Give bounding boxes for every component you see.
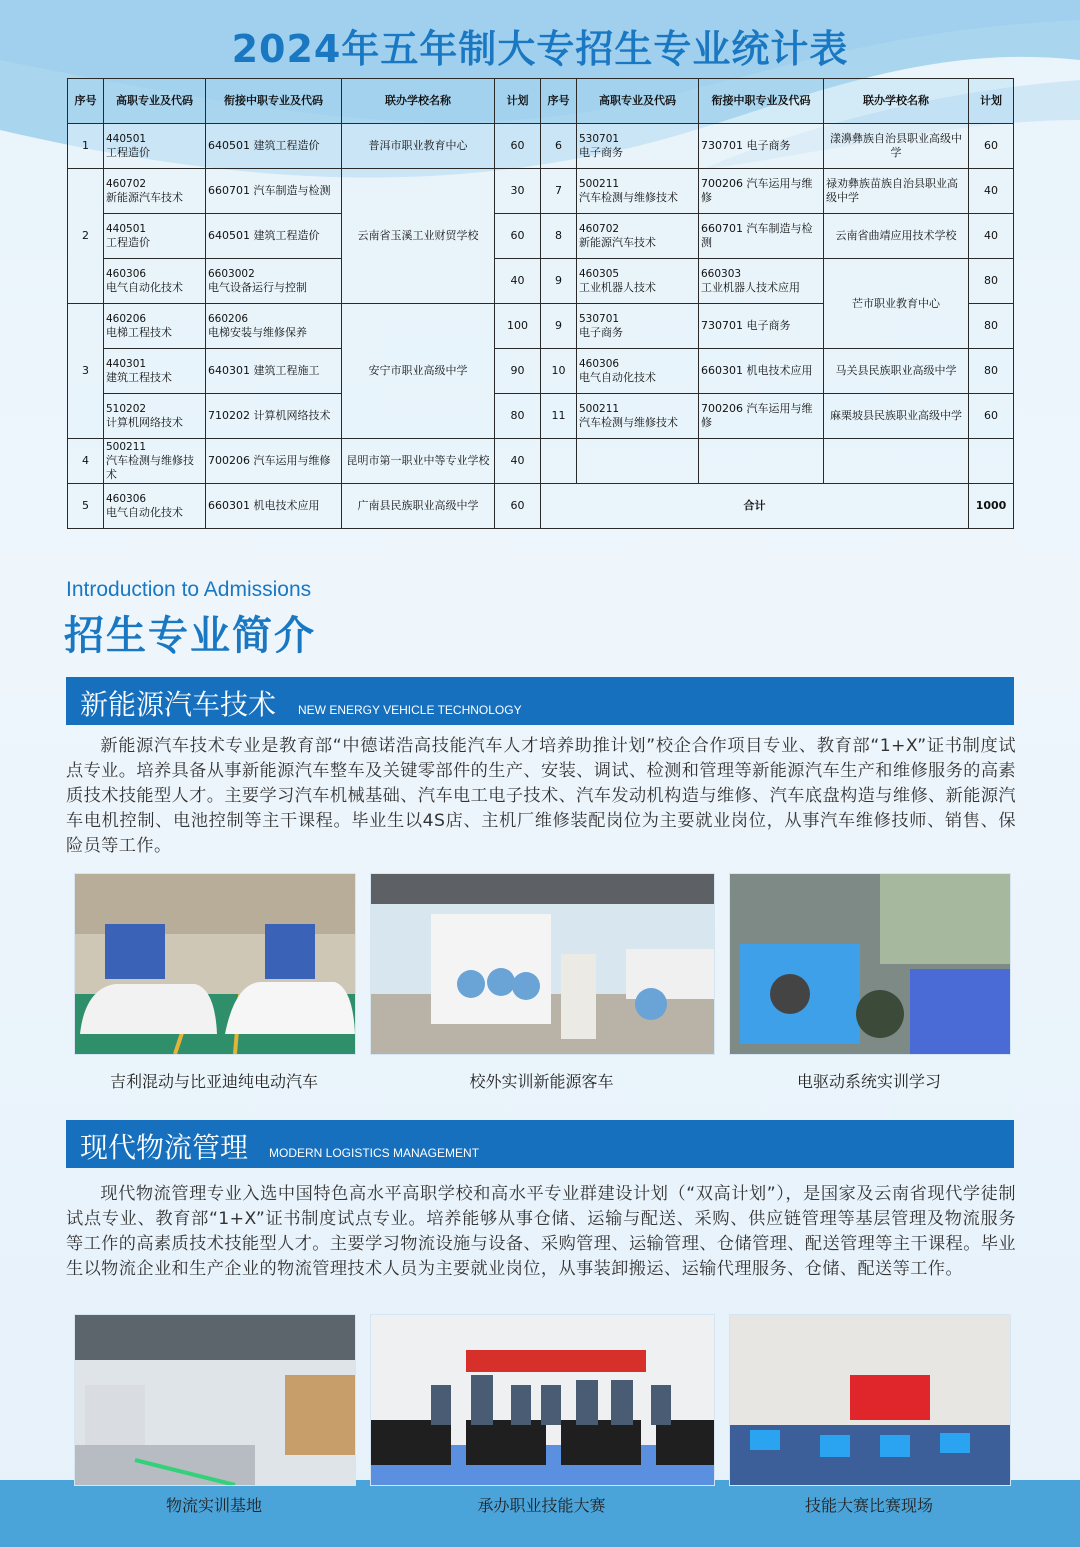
warehouse-photo [74, 1314, 356, 1486]
plan-cell: 30 [495, 169, 541, 214]
bus-photo [370, 873, 715, 1055]
zz-major-cell [699, 259, 824, 304]
empty-cell [541, 439, 577, 484]
seq-cell: 3 [68, 304, 104, 439]
total-value: 1000 [969, 484, 1014, 529]
gz-code: 460306 [106, 493, 147, 505]
photo-caption: 技能大赛比赛现场 [804, 1496, 933, 1515]
plan-cell: 80 [969, 304, 1014, 349]
plan-cell: 60 [495, 214, 541, 259]
plan-cell: 60 [969, 394, 1014, 439]
table-row [68, 484, 1014, 529]
school-cell: 普洱市职业教育中心 [342, 124, 495, 169]
gz-code: 440501 [106, 133, 147, 145]
gz-major-cell [577, 394, 699, 439]
empty-cell [577, 439, 699, 484]
header-gz-major: 高职专业及代码 [104, 79, 206, 124]
gz-major-cell [104, 304, 206, 349]
table-row [68, 214, 1014, 259]
zz-code: 6603002 [208, 268, 255, 280]
gz-code: 460305 [579, 268, 620, 280]
zz-major-cell: 710202 计算机网络技术 [206, 394, 342, 439]
plan-cell: 40 [495, 439, 541, 484]
empty-cell [699, 439, 824, 484]
plan-cell: 60 [495, 484, 541, 529]
header-seq: 序号 [541, 79, 577, 124]
seq-cell: 2 [68, 169, 104, 304]
empty-cell [824, 439, 969, 484]
photo-caption: 物流实训基地 [165, 1496, 262, 1515]
section-description: 新能源汽车技术专业是教育部“中德诺浩高技能汽车人才培养助推计划”校企合作项目专业、教育部“1+X”证书制度试点专业。培养具备从事新能源汽车整车及关键零部件的生产、安装、调试、检测和管理等新能源汽车生产和维修服务的高素质技术技能型人才。主要学习汽车机械基础、汽车电工电子技术、汽车发动机构造与维修、汽车底盘构造与维修、新能源汽车电机控制、电池控制等主干课程。毕业生以4S店、主机厂维修装配岗位为主要就业岗位，从事汽车维修技师、销售、保险员等工作。 [66, 736, 1016, 856]
gz-major-cell [104, 484, 206, 529]
zz-major-cell: 700206 汽车运用与维修 [699, 394, 824, 439]
gz-code: 460702 [579, 223, 620, 235]
section-title-en: NEW ENERGY VEHICLE TECHNOLOGY [298, 703, 522, 717]
zz-code: 660303 [701, 268, 742, 280]
seq-cell: 1 [68, 124, 104, 169]
school-cell: 云南省曲靖应用技术学校 [824, 214, 969, 259]
table-row [68, 259, 1014, 304]
empty-cell [969, 439, 1014, 484]
table-row [68, 349, 1014, 394]
zz-major-cell: 640501 建筑工程造价 [206, 214, 342, 259]
photo-caption: 吉利混动与比亚迪纯电动汽车 [109, 1072, 318, 1091]
section-title-cn: 现代物流管理 [80, 1131, 249, 1164]
section-title-en: MODERN LOGISTICS MANAGEMENT [269, 1146, 480, 1160]
car-photo [74, 873, 356, 1055]
seq-cell: 11 [541, 394, 577, 439]
seq-cell: 6 [541, 124, 577, 169]
photo-caption: 电驱动系统实训学习 [796, 1072, 941, 1091]
plan-cell: 40 [969, 214, 1014, 259]
gz-code: 440501 [106, 223, 147, 235]
gz-name: 新能源汽车技术 [106, 191, 183, 204]
school-cell: 芒市职业教育中心 [824, 259, 969, 349]
zz-major-cell: 660301 机电技术应用 [206, 484, 342, 529]
header-plan: 计划 [969, 79, 1014, 124]
section-title-cn: 新能源汽车技术 [80, 688, 277, 721]
gz-name: 工程造价 [106, 236, 150, 249]
plan-cell: 40 [969, 169, 1014, 214]
zz-name: 电梯安装与维修保养 [208, 326, 307, 339]
enrollment-table [67, 78, 1014, 529]
gz-code: 500211 [106, 441, 147, 453]
school-cell: 漾濞彝族自治县职业高级中学 [824, 124, 969, 169]
section-description: 现代物流管理专业入选中国特色高水平高职学校和高水平专业群建设计划（“双高计划”），是国家及云南省现代学徒制试点专业、教育部“1+X”证书制度试点专业。培养能够从事仓储、运输与配送、采购、供应链管理等基层管理及物流服务等工作的高素质技术技能型人才。主要学习物流设施与设备、采购管理、运输管理、仓储管理、配送管理等主干课程。毕业生以物流企业和生产企业的物流管理技术人员为主要就业岗位，从事装卸搬运、运输代理服务、仓储、配送等工作。 [66, 1184, 1016, 1279]
gz-name: 电梯工程技术 [106, 326, 172, 339]
zz-major-cell: 700206 汽车运用与维修 [699, 169, 824, 214]
gz-name: 工程造价 [106, 146, 150, 159]
gz-code: 510202 [106, 403, 147, 415]
table-row [68, 394, 1014, 439]
zz-major-cell: 640501 建筑工程造价 [206, 124, 342, 169]
gz-name: 汽车检测与维修技术 [579, 191, 678, 204]
gz-code: 460206 [106, 313, 147, 325]
gz-name: 计算机网络技术 [106, 416, 183, 429]
gz-code: 500211 [579, 403, 620, 415]
header-seq: 序号 [68, 79, 104, 124]
table-row [68, 439, 1014, 484]
gz-code: 440301 [106, 358, 147, 370]
intro-chinese-heading: 招生专业简介 [64, 613, 316, 659]
zz-name: 工业机器人技术应用 [701, 281, 800, 294]
gz-name: 新能源汽车技术 [579, 236, 656, 249]
table-row [68, 124, 1014, 169]
gz-major-cell [104, 259, 206, 304]
gz-code: 530701 [579, 313, 620, 325]
gz-code: 460306 [579, 358, 620, 370]
zz-major-cell: 730701 电子商务 [699, 304, 824, 349]
plan-cell: 90 [495, 349, 541, 394]
gz-name: 电子商务 [579, 326, 623, 339]
intro-english-heading: Introduction to Admissions [66, 578, 312, 601]
gz-major-cell [104, 169, 206, 214]
zz-major-cell: 660701 汽车制造与检测 [699, 214, 824, 259]
gz-major-cell [577, 259, 699, 304]
zz-major-cell [206, 304, 342, 349]
gz-major-cell [104, 349, 206, 394]
gz-name: 工业机器人技术 [579, 281, 656, 294]
plan-cell: 100 [495, 304, 541, 349]
zz-code: 660206 [208, 313, 249, 325]
school-cell: 麻栗坡县民族职业高级中学 [824, 394, 969, 439]
school-cell: 云南省玉溪工业财贸学校 [342, 169, 495, 304]
plan-cell: 80 [969, 349, 1014, 394]
zz-major-cell: 700206 汽车运用与维修 [206, 439, 342, 484]
gz-major-cell [577, 304, 699, 349]
school-cell: 安宁市职业高级中学 [342, 304, 495, 439]
gz-major-cell [577, 124, 699, 169]
gz-major-cell [104, 124, 206, 169]
section-bar-logistics [66, 1120, 1014, 1168]
gz-major-cell [104, 214, 206, 259]
school-cell: 马关县民族职业高级中学 [824, 349, 969, 394]
plan-cell: 60 [495, 124, 541, 169]
seq-cell: 10 [541, 349, 577, 394]
gz-code: 530701 [579, 133, 620, 145]
gz-major-cell [104, 394, 206, 439]
zz-major-cell: 660701 汽车制造与检测 [206, 169, 342, 214]
gz-name: 电气自动化技术 [106, 281, 183, 294]
zz-name: 电气设备运行与控制 [208, 281, 307, 294]
zz-major-cell: 660301 机电技术应用 [699, 349, 824, 394]
plan-cell: 80 [969, 259, 1014, 304]
group-photo [370, 1314, 715, 1486]
school-cell: 昆明市第一职业中等专业学校 [342, 439, 495, 484]
page-title: 2024年五年制大专招生专业统计表 [231, 27, 849, 71]
competition-photo [729, 1314, 1011, 1486]
table-header-row [68, 79, 1014, 124]
school-cell: 广南县民族职业高级中学 [342, 484, 495, 529]
plan-cell: 40 [495, 259, 541, 304]
gz-code: 460702 [106, 178, 147, 190]
gz-name: 电气自动化技术 [579, 371, 656, 384]
seq-cell: 9 [541, 304, 577, 349]
gz-name: 汽车检测与维修技术 [106, 454, 194, 481]
gz-major-cell [577, 349, 699, 394]
section-bar-new-energy [66, 677, 1014, 725]
zz-major-cell: 730701 电子商务 [699, 124, 824, 169]
header-plan: 计划 [495, 79, 541, 124]
header-school: 联办学校名称 [824, 79, 969, 124]
header-school: 联办学校名称 [342, 79, 495, 124]
zz-major-cell [206, 259, 342, 304]
total-label: 合计 [541, 484, 969, 529]
gz-name: 建筑工程技术 [106, 371, 172, 384]
zz-major-cell: 640301 建筑工程施工 [206, 349, 342, 394]
photo-caption: 承办职业技能大赛 [477, 1496, 606, 1515]
seq-cell: 5 [68, 484, 104, 529]
gz-code: 500211 [579, 178, 620, 190]
header-zz-major: 衔接中职专业及代码 [699, 79, 824, 124]
gz-code: 460306 [106, 268, 147, 280]
gz-major-cell [104, 439, 206, 484]
plan-cell: 60 [969, 124, 1014, 169]
header-zz-major: 衔接中职专业及代码 [206, 79, 342, 124]
seq-cell: 7 [541, 169, 577, 214]
gz-name: 电子商务 [579, 146, 623, 159]
gz-major-cell [577, 169, 699, 214]
header-gz-major: 高职专业及代码 [577, 79, 699, 124]
school-cell: 禄劝彝族苗族自治县职业高级中学 [824, 169, 969, 214]
gz-major-cell [577, 214, 699, 259]
seq-cell: 4 [68, 439, 104, 484]
table-row [68, 169, 1014, 214]
training-photo [729, 873, 1011, 1055]
plan-cell: 80 [495, 394, 541, 439]
seq-cell: 9 [541, 259, 577, 304]
gz-name: 汽车检测与维修技术 [579, 416, 678, 429]
gz-name: 电气自动化技术 [106, 506, 183, 519]
seq-cell: 8 [541, 214, 577, 259]
photo-caption: 校外实训新能源客车 [469, 1072, 614, 1091]
